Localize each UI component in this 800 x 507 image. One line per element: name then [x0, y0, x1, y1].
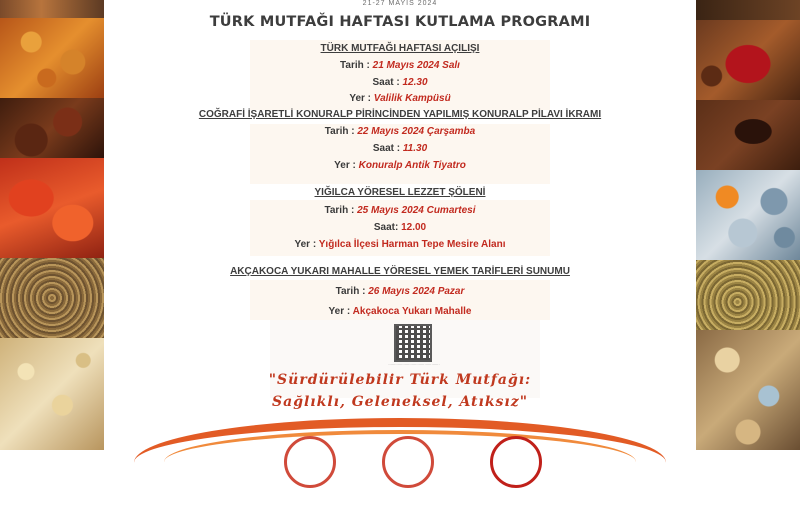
- food-photo: [0, 158, 104, 258]
- food-photo: [0, 98, 104, 158]
- event-date: 22 Mayıs 2024 Çarşamba: [357, 126, 476, 137]
- event-place-row: [104, 306, 696, 317]
- slogan-line-1: "Sürdürülebilir Türk Mutfağı:: [268, 372, 532, 388]
- event-date-row: [104, 126, 696, 137]
- food-photo: [696, 330, 800, 450]
- slogan-line-2: Sağlıklı, Geleneksel, Atıksız": [272, 394, 528, 410]
- institution-logo: [382, 436, 434, 488]
- event-time-row: [104, 143, 696, 154]
- food-photo: [696, 170, 800, 260]
- food-photo: [0, 0, 104, 18]
- event-place: Konuralp Antik Tiyatro: [358, 160, 466, 171]
- event-place-row: [104, 239, 696, 250]
- qr-code-icon[interactable]: [396, 326, 430, 360]
- date-label: Tarih :: [324, 205, 355, 216]
- food-photo: [0, 258, 104, 338]
- event-place: Yığılca İlçesi Harman Tepe Mesire Alanı: [318, 239, 506, 250]
- time-label: Saat :: [372, 143, 401, 154]
- qr-caption: ············································: [388, 363, 440, 367]
- food-photo: [696, 260, 800, 330]
- institution-logo: [284, 436, 336, 488]
- food-photo: [0, 338, 104, 450]
- event-time: 11.30: [402, 143, 428, 154]
- event-title: COĞRAFİ İŞARETLİ KONURALP PİRİNCİNDEN YAPILMIŞ KONURALP PİLAVI İKRAMI: [198, 109, 602, 120]
- date-label: Tarih :: [335, 286, 366, 297]
- food-photo: [696, 0, 800, 20]
- event-place: Valilik Kampüsü: [373, 93, 451, 104]
- event-place-row: [104, 93, 696, 104]
- institution-logo: [490, 436, 542, 488]
- event-place: Akçakoca Yukarı Mahalle: [352, 306, 472, 317]
- right-food-collage: [696, 0, 800, 450]
- food-photo: [0, 18, 104, 98]
- time-label: Saat:: [373, 222, 399, 233]
- event-time-row: [104, 222, 696, 233]
- event-time-row: [104, 77, 696, 88]
- event-title: TÜRK MUTFAĞI HAFTASI AÇILIŞI: [320, 43, 480, 54]
- event-time: 12.00: [401, 222, 427, 233]
- food-photo: [696, 20, 800, 100]
- left-food-collage: [0, 0, 104, 450]
- event-date-row: [104, 60, 696, 71]
- date-label: Tarih :: [340, 60, 370, 71]
- page-title: TÜRK MUTFAĞI HAFTASI KUTLAMA PROGRAMI: [209, 14, 591, 30]
- event-place-row: [104, 160, 696, 171]
- event-date: 26 Mayıs 2024 Pazar: [368, 286, 465, 297]
- place-label: Yer :: [294, 239, 317, 250]
- date-range: 21-27 MAYIS 2024: [362, 0, 438, 7]
- place-label: Yer :: [349, 93, 372, 104]
- event-title: YIĞILCA YÖRESEL LEZZET ŞÖLENİ: [314, 187, 486, 198]
- food-photo: [696, 100, 800, 170]
- date-label: Tarih :: [324, 126, 355, 137]
- event-date-row: [104, 205, 696, 216]
- event-date: 21 Mayıs 2024 Salı: [372, 60, 460, 71]
- place-label: Yer :: [328, 306, 351, 317]
- event-date: 25 Mayıs 2024 Cumartesi: [357, 205, 476, 216]
- event-time: 12.30: [402, 77, 428, 88]
- place-label: Yer :: [334, 160, 356, 171]
- time-label: Saat :: [372, 77, 400, 88]
- event-title: AKÇAKOCA YUKARI MAHALLE YÖRESEL YEMEK TARİFLERİ SUNUMU: [230, 266, 570, 277]
- event-date-row: [104, 286, 696, 297]
- program-poster: [104, 0, 696, 450]
